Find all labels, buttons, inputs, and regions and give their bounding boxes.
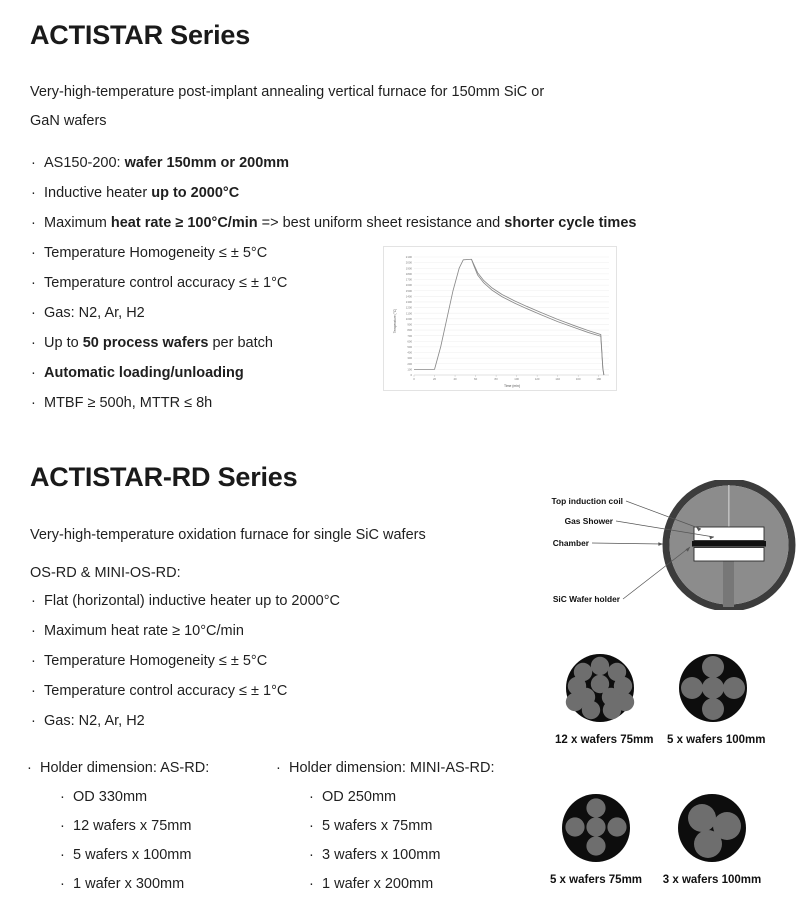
chart-y-tick: 1600 — [405, 283, 412, 288]
chart-x-tick: 100 — [514, 377, 519, 381]
os-rd-variant-label: OS-RD & MINI-OS-RD: — [30, 565, 181, 581]
holder-heading: · Holder dimension: MINI-AS-RD: — [275, 753, 494, 783]
holder-list-item: · 5 wafers x 75mm — [309, 812, 494, 841]
holder-heading: · Holder dimension: AS-RD: — [26, 753, 209, 783]
wafer-shape — [723, 677, 745, 699]
spec-list-item: · Flat (horizontal) inductive heater up to 2000°C — [30, 586, 340, 616]
wafer-shape — [566, 693, 584, 711]
wafer-holder-card — [662, 790, 762, 886]
sic-wafer-holder-shape — [692, 541, 766, 547]
spec-list-item: · Temperature Homogeneity ≤ ± 5°C — [30, 646, 340, 676]
spec-list-item: · Gas: N2, Ar, H2 — [30, 298, 636, 328]
chart-y-tick: 1000 — [405, 316, 412, 321]
wafer-shape — [688, 804, 716, 832]
support-column-shape — [723, 558, 734, 607]
chart-y-tick: 600 — [407, 339, 412, 344]
wafer-shape — [565, 817, 584, 836]
wafer-shape — [586, 817, 605, 836]
wafer-shape — [586, 836, 605, 855]
wafer-shape — [681, 677, 703, 699]
wafer-shape — [603, 701, 621, 719]
spec-list-item: · MTBF ≥ 500h, MTTR ≤ 8h — [30, 388, 636, 418]
chart-y-tick: 1900 — [405, 266, 412, 271]
chart-y-tick: 700 — [407, 333, 412, 338]
holder-list-item: · 1 wafer x 300mm — [60, 870, 209, 899]
furnace-cross-section-diagram — [530, 480, 800, 610]
spec-list-item: · Temperature control accuracy ≤ ± 1°C — [30, 268, 636, 298]
wafer-shape — [702, 698, 724, 720]
wafer-holder-caption: 5 x wafers 100mm — [667, 734, 766, 746]
chart-gridlines — [414, 257, 609, 375]
holder-list-item: · OD 330mm — [60, 783, 209, 812]
holder-list-item: · 5 wafers x 100mm — [60, 841, 209, 870]
chart-y-tick: 800 — [407, 328, 412, 333]
chart-x-tick: 180 — [596, 377, 602, 381]
wafer-holder-caption: 3 x wafers 100mm — [662, 874, 762, 886]
chart-y-tick: 300 — [407, 356, 412, 361]
wafer-holder-card — [555, 650, 654, 746]
chart-x-tick: 0 — [413, 377, 415, 381]
spec-list-item: · Maximum heat rate ≥ 10°C/min — [30, 616, 340, 646]
chart-x-tick: 40 — [453, 377, 457, 381]
chart-y-tick: 1300 — [405, 300, 412, 305]
chart-x-tick: 80 — [494, 377, 498, 381]
chart-series-line — [414, 259, 604, 375]
chart-x-tick-labels — [413, 375, 601, 381]
temperature-profile-chart — [383, 246, 617, 391]
wafer-holder-card — [667, 650, 766, 746]
wafer-holder-svg — [667, 790, 757, 870]
chart-y-tick: 1500 — [405, 288, 412, 293]
wafer-shape — [702, 677, 724, 699]
spec-list-item: · AS150-200: wafer 150mm or 200mm — [30, 148, 636, 178]
chart-y-tick: 1800 — [405, 271, 412, 276]
chart-x-tick: 60 — [474, 377, 478, 381]
label-gas-shower: Gas Shower — [564, 516, 613, 526]
spec-list-item: · Temperature Homogeneity ≤ ± 5°C — [30, 238, 636, 268]
chart-series-lines — [414, 259, 604, 375]
wafer-holder-caption: 5 x wafers 75mm — [549, 874, 643, 886]
leader-line-chamber — [592, 543, 663, 544]
spec-list-item: · Inductive heater up to 2000°C — [30, 178, 636, 208]
holder-item-list — [275, 783, 494, 899]
chart-y-tick: 900 — [407, 322, 412, 327]
holder-dimension-mini-as-rd — [275, 753, 494, 899]
chart-y-tick: 200 — [407, 361, 412, 366]
label-top-induction-coil: Top induction coil — [551, 496, 623, 506]
chart-y-tick: 0 — [410, 373, 412, 378]
wafer-shape — [582, 701, 600, 719]
holder-list-item: · 12 wafers x 75mm — [60, 812, 209, 841]
chart-x-tick: 120 — [534, 377, 540, 381]
furnace-svg — [530, 480, 800, 610]
page-title-actistar: ACTISTAR Series — [30, 20, 251, 50]
chart-x-tick: 160 — [575, 377, 581, 381]
holder-list-item: · OD 250mm — [309, 783, 494, 812]
actistar-rd-description: Very-high-temperature oxidation furnace for single SiC wafers — [30, 527, 426, 543]
actistar-description: Very-high-temperature post-implant annealing vertical furnace for 150mm SiC or GaN wafers — [30, 84, 545, 129]
holder-list-item: · 3 wafers x 100mm — [309, 841, 494, 870]
chart-y-tick: 1400 — [405, 294, 412, 299]
wafer-holder-card — [548, 790, 644, 886]
chart-svg — [384, 247, 616, 390]
chart-y-axis-label: Temperature (°C) — [393, 308, 397, 334]
chart-y-tick: 1700 — [405, 277, 412, 282]
chart-x-axis-label: Time (min) — [503, 384, 521, 388]
wafer-holder-caption: 12 x wafers 75mm — [555, 734, 654, 746]
chart-y-tick: 500 — [407, 345, 412, 350]
wafer-shape — [591, 657, 609, 675]
chart-y-tick: 2000 — [405, 260, 412, 265]
wafer-holder-svg — [551, 790, 641, 870]
chart-y-tick: 1200 — [405, 305, 412, 310]
holder-dimension-as-rd — [26, 753, 209, 899]
wafer-shape — [694, 830, 722, 858]
spec-list-item: · Gas: N2, Ar, H2 — [30, 706, 340, 736]
holder-list-item: · 1 wafer x 200mm — [309, 870, 494, 899]
wafer-shape — [607, 817, 626, 836]
chart-series-line — [471, 259, 603, 375]
chart-y-tick: 2100 — [405, 255, 412, 260]
spec-list-item: · Up to 50 process wafers per batch — [30, 328, 636, 358]
chart-y-tick: 1100 — [405, 311, 412, 316]
spec-list-item: · Automatic loading/unloading — [30, 358, 636, 388]
wafer-holder-svg — [668, 650, 758, 730]
holder-item-list — [26, 783, 209, 899]
lower-chamber-shape — [694, 548, 764, 562]
page-title-actistar-rd: ACTISTAR-RD Series — [30, 462, 298, 492]
label-chamber: Chamber — [552, 538, 589, 548]
actistar-rd-spec-list — [30, 586, 340, 736]
chart-x-tick: 20 — [432, 377, 437, 381]
chart-x-tick: 140 — [555, 377, 561, 381]
wafer-shape — [702, 656, 724, 678]
label-sic-wafer-holder: SiC Wafer holder — [552, 594, 620, 604]
wafer-holder-svg — [555, 650, 645, 730]
wafer-shape — [586, 798, 605, 817]
upper-chamber-shape — [694, 527, 764, 541]
chart-y-tick: 400 — [407, 350, 412, 355]
chart-y-tick-labels — [406, 255, 413, 377]
spec-list-item: · Maximum heat rate ≥ 100°C/min => best uniform sheet resistance and shorter cycle times — [30, 208, 636, 238]
chart-y-tick: 100 — [407, 367, 412, 372]
spec-list-item: · Temperature control accuracy ≤ ± 1°C — [30, 676, 340, 706]
arrow-head-chamber — [658, 542, 663, 546]
